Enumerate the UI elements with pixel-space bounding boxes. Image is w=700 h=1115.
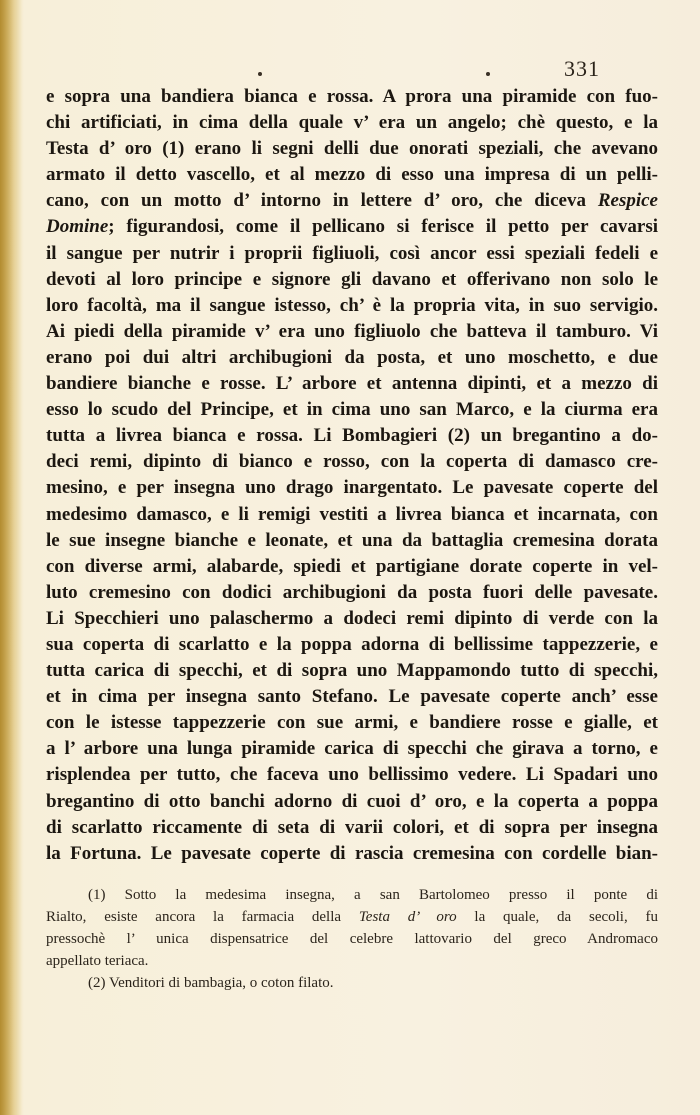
italic-phrase: Domine	[46, 216, 109, 238]
footnote-1-italic-title: Testa d’ oro	[358, 909, 457, 925]
text-line: deci remi, dipinto di bianco e rosso, con la coperta di damasco cre-	[46, 451, 658, 473]
footnotes	[46, 884, 658, 994]
text-line: a l’ arbore una lunga piramide carica di specchi che girava a torno, e	[46, 738, 658, 760]
text-line: devoti al loro principe e signore gli davano et offerivano non solo le	[46, 268, 658, 290]
text-line: Li Specchieri uno palaschermo a dodeci remi dipinto di verde con la	[46, 607, 658, 629]
footnote-1-line-2	[46, 906, 658, 928]
text-line: loro facoltà, ma il sangue istesso, ch’ è la propria vita, in suo servigio.	[46, 294, 658, 316]
page-number: 331	[564, 56, 600, 81]
text-line: Testa d’ oro (1) erano li segni delli due onorati speziali, che avevano	[46, 138, 658, 160]
text-line: chi artificiati, in cima della quale v’ era un angelo; chè questo, e la	[46, 112, 658, 134]
text-line: e sopra una bandiera bianca e rossa. A prora una piramide con fuo-	[46, 86, 658, 107]
text-line: risplendea per tutto, che faceva uno bellissimo vedere. Li Spadari uno	[46, 764, 658, 786]
footnote-1-text-b: la quale, da secoli, fu	[456, 909, 658, 925]
text-line: esso lo scudo del Principe, et in cima uno san Marco, e la ciurma era	[46, 399, 658, 421]
text-line: cano, con un motto d’ intorno in lettere d’ oro, che diceva Respice	[46, 190, 658, 212]
text-line: luto cremesino con dodici archibugioni da posta fuori delle pavesate.	[46, 581, 658, 603]
text-line: di scarlatto riccamente di seta di varii colori, et di sopra per insegna	[46, 816, 658, 838]
footnote-2: (2) Venditori di bambagia, o coton filato.	[88, 975, 334, 991]
italic-phrase: Respice	[597, 190, 658, 212]
main-text-body	[46, 84, 658, 867]
text-line: tutta a livrea bianca e rossa. Li Bombagieri (2) un bregantino a do-	[46, 425, 658, 447]
text-line: il sangue per nutrir i proprii figliuoli, così ancor essi speziali fedeli e	[46, 242, 658, 264]
text-line: bregantino di otto banchi adorno di cuoi d’ oro, e la coperta a poppa	[46, 790, 658, 812]
text-line: con le istesse tappezzerie con sue armi, e bandiere rosse e gialle, et	[46, 712, 658, 734]
footnote-1-line-1: (1) Sotto la medesima insegna, a san Bartolomeo presso il ponte di	[88, 887, 658, 903]
text-line: con diverse armi, alabarde, spiedi et partigiane dorate coperte in vel-	[46, 555, 658, 577]
text-line: Ai piedi della piramide v’ era uno figliuolo che batteva il tamburo. Vi	[46, 320, 658, 342]
print-mark-dot	[486, 72, 490, 76]
text-line: Domine; figurandosi, come il pellicano si ferisce il petto per cavarsi	[46, 216, 658, 238]
page-binding-edge	[0, 0, 22, 1115]
text-line: le sue insegne bianche e leonate, et una da battaglia cremesina dorata	[46, 529, 658, 551]
print-mark-dot	[258, 72, 262, 76]
text-line: medesimo damasco, e li remigi vestiti a livrea bianca et incarnata, con	[46, 503, 658, 525]
text-line: la Fortuna. Le pavesate coperte di rascia cremesina con cordelle bian-	[46, 842, 658, 864]
text-line: armato il detto vascello, et al mezzo di esso una impresa di un pelli-	[46, 164, 658, 186]
text-line: et in cima per insegna santo Stefano. Le pavesate coperte anch’ esse	[46, 686, 658, 708]
footnote-1-text-a: Rialto, esiste ancora la farmacia della	[46, 909, 359, 925]
text-line: mesino, e per insegna uno drago inargentato. Le pavesate coperte del	[46, 477, 658, 499]
text-line: erano poi dui altri archibugioni da posta, et uno moschetto, e due	[46, 346, 658, 368]
text-line: tutta carica di specchi, et di sopra uno Mappamondo tutto di specchi,	[46, 660, 658, 682]
text-line: bandiere bianche e rosse. L’ arbore et antenna dipinti, et a mezzo di	[46, 373, 658, 395]
text-line: sua coperta di scarlatto e la poppa adorna di bellissime tappezzerie, e	[46, 633, 658, 655]
footnote-1-line-3: pressochè l’ unica dispensatrice del celebre lattovario del greco Andromaco	[46, 931, 658, 947]
footnote-1-line-4: appellato teriaca.	[46, 953, 149, 969]
